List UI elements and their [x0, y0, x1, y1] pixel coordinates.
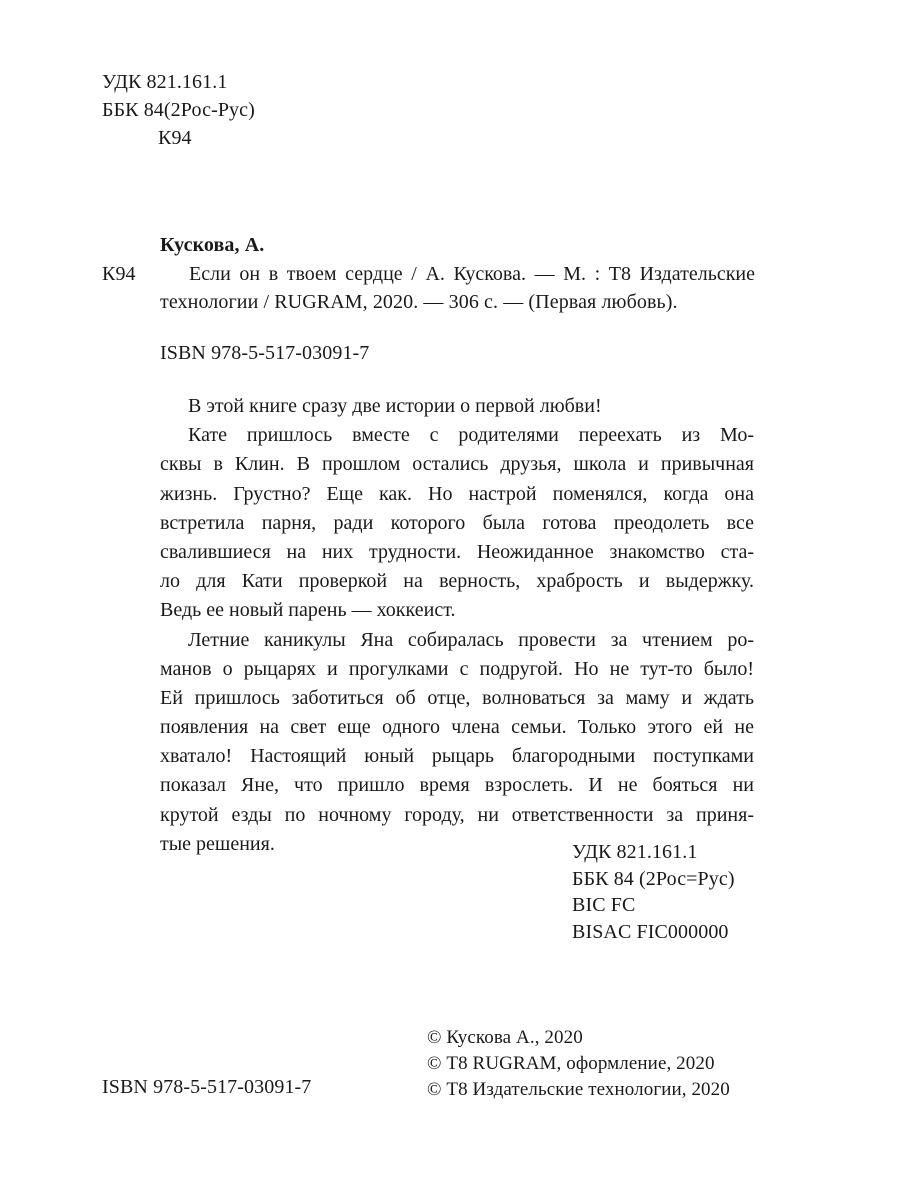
copyright-publisher: © Т8 Издательские технологии, 2020	[427, 1079, 730, 1100]
annotation-line: сквы в Клин. В прошлом остались друзья, школа и привычная	[160, 453, 754, 476]
copyright-author: © Кускова А., 2020	[427, 1027, 583, 1048]
top-bbk: ББК 84(2Рос-Рус)	[102, 99, 255, 121]
annotation-line: жизнь. Грустно? Еще как. Но настрой поменялся, когда она	[160, 482, 754, 505]
author-heading: Кусковa, А.	[160, 234, 265, 256]
catalog-isbn: ISBN 978-5-517-03091-7	[160, 342, 370, 364]
top-author-mark: К94	[158, 127, 192, 149]
catalog-description-line-1: Если он в твоем сердце / А. Кускова. — М. : Т8 Издательские	[189, 263, 755, 285]
bottom-bic: BIC FC	[572, 894, 636, 916]
annotation-line: показал Яне, что пришло время взрослеть. И не бояться ни	[160, 774, 754, 797]
annotation-line: манов о рыцарях и прогулками с подругой. Но не тут-то было!	[160, 657, 754, 680]
annotation-line: Кате пришлось вместе с родителями переехать из Мо-	[188, 424, 754, 447]
annotation-line: ло для Кати проверкой на верность, храбрость и выдержку.	[160, 570, 754, 593]
catalog-description-line-2: технологии / RUGRAM, 2020. — 306 с. — (Первая любовь).	[160, 291, 678, 313]
annotation-line: В этой книге сразу две истории о первой любви!	[188, 395, 602, 417]
top-udk: УДК 821.161.1	[102, 71, 228, 93]
bottom-bbk: ББК 84 (2Рос=Рус)	[572, 868, 735, 890]
footer-isbn: ISBN 978-5-517-03091-7	[102, 1076, 312, 1098]
bottom-udk: УДК 821.161.1	[572, 841, 698, 863]
annotation-line: свалившиеся на них трудности. Неожиданное знакомство ста-	[160, 540, 754, 563]
annotation-line: крутой езды по ночному городу, ни ответственности за приня-	[160, 803, 754, 826]
annotation-line: хватало! Настоящий юный рыцарь благородными поступками	[160, 745, 754, 768]
annotation-line: Ей пришлось заботиться об отце, волноваться за маму и ждать	[160, 686, 754, 709]
catalog-author-mark: К94	[102, 263, 136, 285]
annotation-line: тые решения.	[160, 832, 275, 855]
annotation-line: встретила парня, ради которого была готова преодолеть все	[160, 511, 754, 534]
annotation-line: Летние каникулы Яна собиралась провести за чтением ро-	[188, 628, 754, 651]
bottom-bisac: BISAC FIC000000	[572, 921, 729, 943]
copyright-design: © Т8 RUGRAM, оформление, 2020	[427, 1053, 715, 1074]
annotation-line: Ведь ее новый парень — хоккеист.	[160, 599, 456, 622]
annotation-line: появления на свет еще одного члена семьи. Только этого ей не	[160, 716, 754, 739]
annotation	[160, 392, 754, 859]
